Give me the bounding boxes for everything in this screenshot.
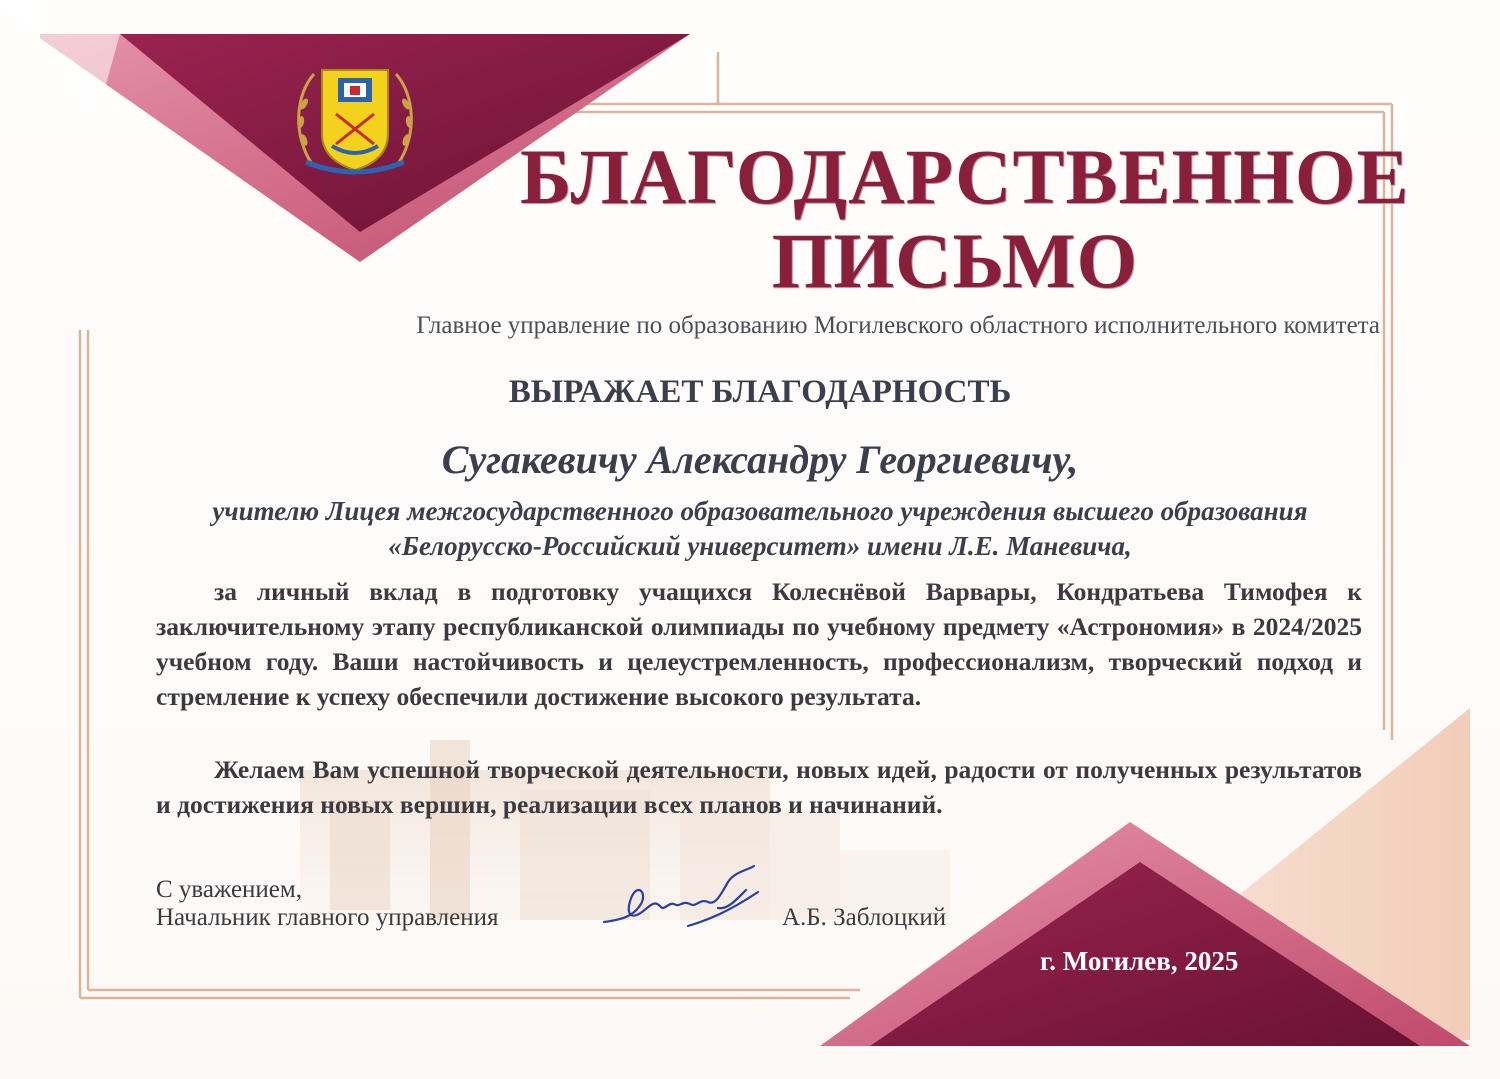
handwritten-signature-icon — [598, 862, 766, 940]
letter-title-line2: ПИСЬМО — [771, 217, 1139, 304]
recipient-position: учителю Лицея межгосударственного образовательного учреждения высшего образования «Белорусско-Российский университет» имени Л.Е. Маневича, — [212, 496, 1308, 561]
letter-title-line1: БЛАГОДАРСТВЕННОЕ — [520, 133, 1410, 220]
place-and-year: г. Могилев, 2025 — [1040, 946, 1239, 976]
closing-regards: С уважением, — [156, 876, 302, 903]
recipient-name: Сугакевичу Александру Георгиевичу, — [441, 437, 1079, 482]
body-paragraph-1: за личный вклад в подготовку учащихся Колеснёвой Варвары, Кондратьева Тимофея к заключительному этапу республиканской олимпиады по учебному предмету «Астрономия» в 2024/2025 учебном году. Ваши настойчивость и целеустремленность, профессионализм, творческий подход и стремление к успеху обеспечили достижение высокого результата. — [156, 577, 1362, 711]
issuing-organization: Главное управление по образованию Могилевского областного исполнительного комитета — [416, 312, 1380, 339]
signatory-title: Начальник главного управления — [156, 904, 499, 931]
coat-of-arms-icon — [292, 64, 418, 176]
expresses-gratitude-heading: ВЫРАЖАЕТ БЛАГОДАРНОСТЬ — [508, 374, 1012, 410]
body-paragraph-2: Желаем Вам успешной творческой деятельности, новых идей, радости от полученных результатов и достижения новых вершин, реализации всех планов и начинаний. — [156, 755, 1362, 819]
signatory-name: А.Б. Заблоцкий — [782, 904, 947, 931]
